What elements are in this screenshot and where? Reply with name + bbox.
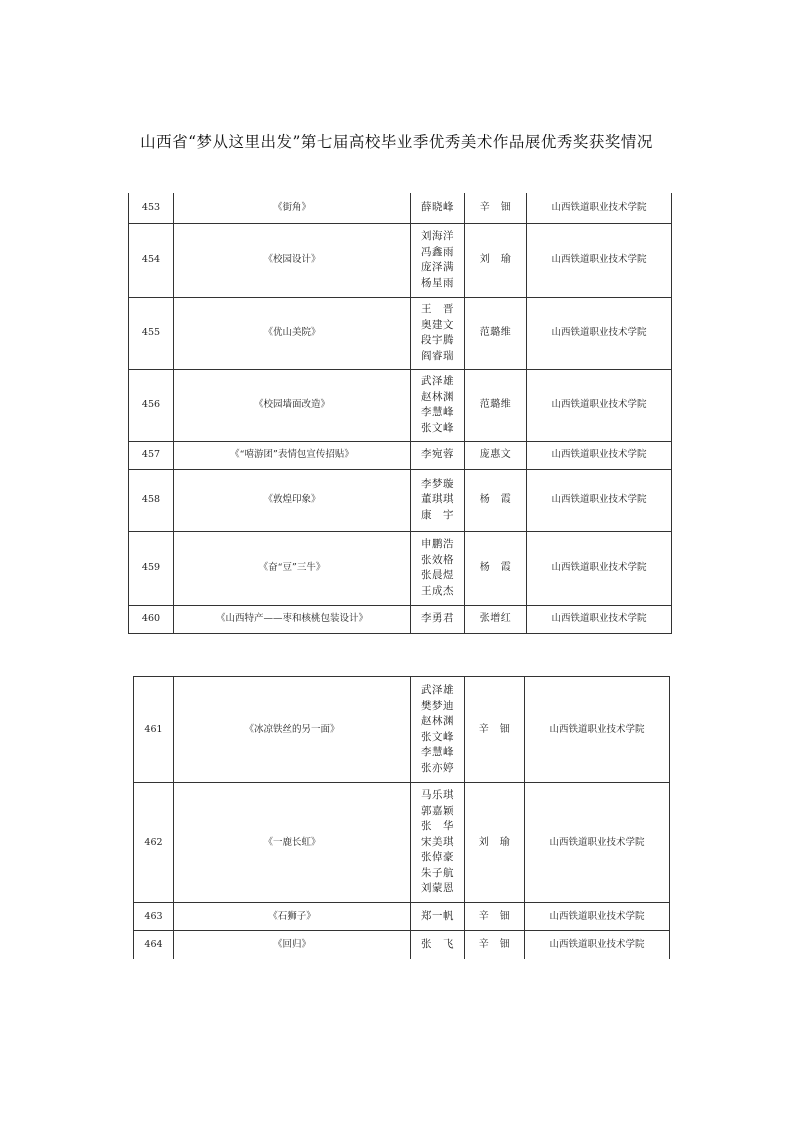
work-title: 《石狮子》 (174, 903, 411, 931)
row-number: 454 (129, 223, 174, 297)
table-row (129, 605, 672, 633)
advisor-name: 刘 瑜 (465, 223, 527, 297)
row-number: 455 (129, 297, 174, 369)
advisor-name: 范璐维 (465, 297, 527, 369)
table-row (129, 441, 672, 469)
advisor-name: 庞惠文 (465, 441, 527, 469)
work-title: 《山西特产——枣和核桃包装设计》 (174, 605, 411, 633)
table-row (129, 531, 672, 605)
advisor-name: 辛 钿 (465, 677, 525, 783)
work-title: 《“嘻游团”表情包宣传招贴》 (174, 441, 411, 469)
author-names: 马乐琪 郭嘉颖 张 华 宋美琪 张倬豪 朱子航 刘蒙恩 (411, 783, 465, 903)
work-title: 《校园设计》 (174, 223, 411, 297)
school-name: 山西铁道职业技术学院 (527, 297, 672, 369)
author-names: 武泽雄 赵林渊 李慧峰 张文峰 (411, 369, 465, 441)
work-title: 《敦煌印象》 (174, 469, 411, 531)
work-title: 《回归》 (174, 931, 411, 959)
work-title: 《奋“豆”三牛》 (174, 531, 411, 605)
author-names: 申鹏浩 张效格 张晨煜 王成杰 (411, 531, 465, 605)
row-number: 463 (134, 903, 174, 931)
advisor-name: 杨 霞 (465, 531, 527, 605)
table-body (134, 677, 670, 959)
author-names: 薛晓峰 (411, 193, 465, 223)
table-body (129, 193, 672, 633)
school-name: 山西铁道职业技术学院 (527, 531, 672, 605)
work-title: 《街角》 (174, 193, 411, 223)
author-names: 张 飞 (411, 931, 465, 959)
awards-table-part-1 (128, 193, 672, 634)
row-number: 453 (129, 193, 174, 223)
school-name: 山西铁道职业技术学院 (527, 605, 672, 633)
work-title: 《一鹿长虹》 (174, 783, 411, 903)
author-names: 李梦璇 董琪琪 康 宇 (411, 469, 465, 531)
school-name: 山西铁道职业技术学院 (525, 677, 670, 783)
work-title: 《冰凉铁丝的另一面》 (174, 677, 411, 783)
school-name: 山西铁道职业技术学院 (527, 369, 672, 441)
row-number: 456 (129, 369, 174, 441)
table-row (129, 369, 672, 441)
advisor-name: 辛 钿 (465, 903, 525, 931)
school-name: 山西铁道职业技术学院 (525, 783, 670, 903)
row-number: 458 (129, 469, 174, 531)
author-names: 郑一帆 (411, 903, 465, 931)
school-name: 山西铁道职业技术学院 (527, 441, 672, 469)
advisor-name: 辛 钿 (465, 193, 527, 223)
author-names: 李勇君 (411, 605, 465, 633)
awards-table-part-2 (133, 676, 670, 959)
table-row (129, 223, 672, 297)
work-title: 《优山美院》 (174, 297, 411, 369)
advisor-name: 张增红 (465, 605, 527, 633)
table-row (134, 931, 670, 959)
work-title: 《校园墙面改造》 (174, 369, 411, 441)
school-name: 山西铁道职业技术学院 (525, 931, 670, 959)
advisor-name: 刘 瑜 (465, 783, 525, 903)
author-names: 王 晋 奥建文 段宇腾 阎睿瑞 (411, 297, 465, 369)
school-name: 山西铁道职业技术学院 (525, 903, 670, 931)
school-name: 山西铁道职业技术学院 (527, 223, 672, 297)
row-number: 461 (134, 677, 174, 783)
row-number: 462 (134, 783, 174, 903)
advisor-name: 辛 钿 (465, 931, 525, 959)
author-names: 刘海洋 冯鑫雨 庞泽满 杨星雨 (411, 223, 465, 297)
row-number: 460 (129, 605, 174, 633)
table-row (134, 677, 670, 783)
table-row (129, 297, 672, 369)
row-number: 457 (129, 441, 174, 469)
table-row (129, 469, 672, 531)
school-name: 山西铁道职业技术学院 (527, 469, 672, 531)
school-name: 山西铁道职业技术学院 (527, 193, 672, 223)
page-title: 山西省“梦从这里出发”第七届高校毕业季优秀美术作品展优秀奖获奖情况 (140, 133, 653, 151)
table-row (134, 783, 670, 903)
table-row (134, 903, 670, 931)
author-names: 武泽雄 樊梦迪 赵林渊 张文峰 李慧峰 张亦婷 (411, 677, 465, 783)
table-row (129, 193, 672, 223)
advisor-name: 杨 霞 (465, 469, 527, 531)
row-number: 464 (134, 931, 174, 959)
advisor-name: 范璐维 (465, 369, 527, 441)
row-number: 459 (129, 531, 174, 605)
author-names: 李宛蓉 (411, 441, 465, 469)
